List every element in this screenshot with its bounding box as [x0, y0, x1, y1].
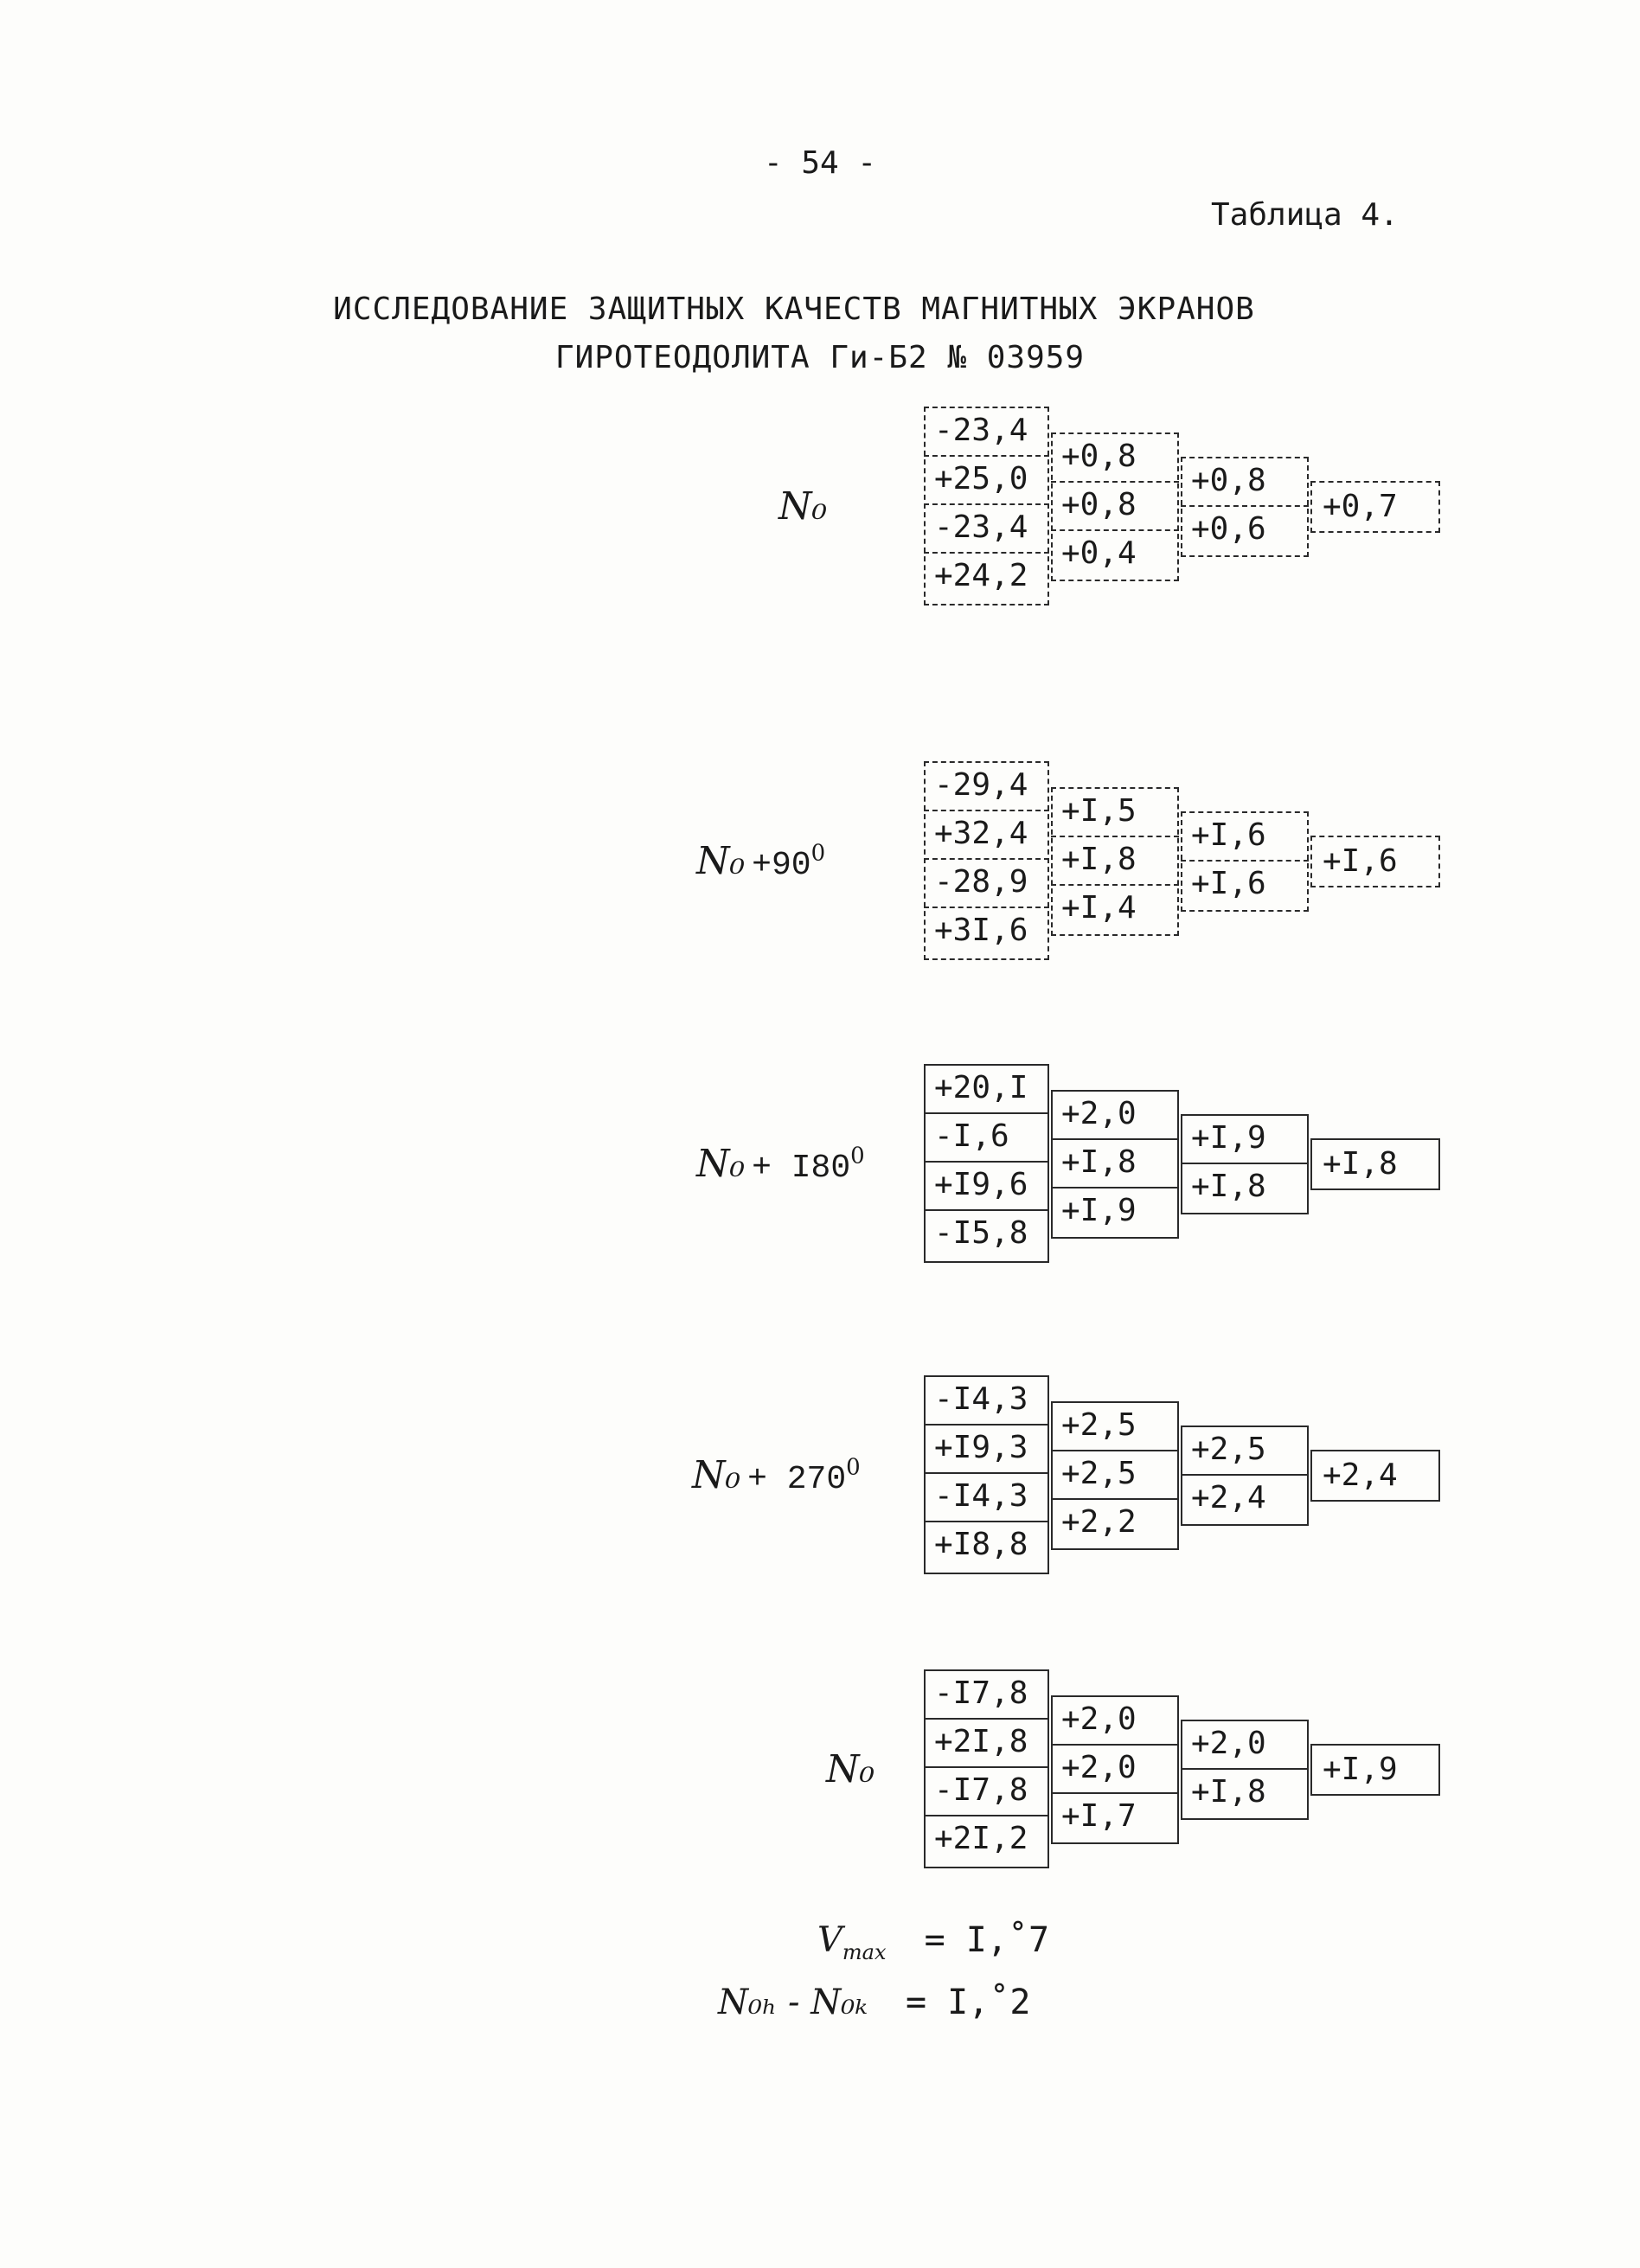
row-divider [1051, 1138, 1179, 1140]
degree-sign: 0 [810, 840, 826, 867]
difference-cell: +2,5 [1061, 1407, 1137, 1443]
reading-cell: -29,4 [934, 767, 1028, 803]
difference-cell: +I,5 [1061, 793, 1137, 829]
degree-sign: 0 [850, 1143, 865, 1169]
final-cell: +0,7 [1323, 489, 1398, 524]
reading-cell: +I9,3 [934, 1430, 1028, 1465]
difference-cell: +2,2 [1061, 1504, 1137, 1540]
block-label-angle: + I80 [752, 1150, 851, 1187]
row-divider [924, 1718, 1049, 1720]
block-label-symbol: N₀ [692, 1453, 741, 1497]
block-label-angle: +90 [752, 847, 811, 884]
reading-cell: -I4,3 [934, 1381, 1028, 1417]
difference-cell: +I,7 [1061, 1798, 1137, 1834]
difference-cell: +2,0 [1061, 1096, 1137, 1131]
difference-cell: +2,0 [1061, 1701, 1137, 1737]
row-divider [1051, 1450, 1179, 1451]
row-divider [924, 907, 1049, 908]
row-divider [1181, 860, 1309, 862]
row-divider [924, 810, 1049, 811]
mean-cell: +I,6 [1191, 866, 1266, 901]
reading-cell: -I5,8 [934, 1215, 1028, 1251]
table-label: Таблица 4. [1211, 197, 1399, 233]
difference-cell: +I,8 [1061, 1144, 1137, 1180]
reading-cell: -23,4 [934, 413, 1028, 448]
title-line-2: ГИРОТЕОДОЛИТА Ги-Б2 № 03959 [554, 340, 1086, 375]
formula-vmax-lhs: V [817, 1920, 842, 1960]
difference-cell: +0,8 [1061, 439, 1137, 474]
table-title [0, 285, 1640, 382]
row-divider [924, 858, 1049, 860]
difference-cell: +I,4 [1061, 890, 1137, 926]
block-label [778, 484, 827, 529]
difference-cell: +I,9 [1061, 1193, 1137, 1228]
final-cell: +I,8 [1323, 1146, 1398, 1182]
reading-cell: -I4,3 [934, 1478, 1028, 1514]
block-label-symbol: N₀ [696, 1142, 746, 1186]
row-divider [924, 1521, 1049, 1522]
reading-cell: +2I,8 [934, 1724, 1028, 1759]
reading-cell: +25,0 [934, 461, 1028, 497]
formula-difference [718, 1983, 1031, 2022]
row-divider [924, 552, 1049, 554]
block-label [826, 1747, 874, 1791]
mean-cell: +I,8 [1191, 1169, 1266, 1204]
reading-cell: +3I,6 [934, 913, 1028, 948]
row-divider [1181, 1768, 1309, 1770]
row-divider [1051, 836, 1179, 837]
difference-cell: +0,4 [1061, 535, 1137, 571]
reading-cell: +I9,6 [934, 1167, 1028, 1202]
reading-cell: +24,2 [934, 558, 1028, 593]
block-label [696, 1142, 865, 1187]
formula-vmax-rhs: = I,˚7 [924, 1920, 1050, 1960]
row-divider [1051, 1187, 1179, 1188]
reading-cell: -28,9 [934, 864, 1028, 900]
mean-cell: +2,4 [1191, 1480, 1266, 1515]
row-divider [924, 503, 1049, 505]
reading-cell: +I8,8 [934, 1527, 1028, 1562]
row-divider [924, 1209, 1049, 1211]
mean-cell: +I,6 [1191, 817, 1266, 853]
degree-sign: 0 [846, 1454, 861, 1481]
mean-cell: +2,5 [1191, 1432, 1266, 1467]
block-label-angle: + 270 [747, 1461, 847, 1498]
row-divider [1051, 884, 1179, 886]
row-divider [924, 1424, 1049, 1426]
row-divider [924, 455, 1049, 457]
reading-cell: -I7,8 [934, 1772, 1028, 1808]
mean-cell: +0,8 [1191, 463, 1266, 498]
row-divider [1051, 1744, 1179, 1746]
reading-cell: +20,I [934, 1070, 1028, 1105]
reading-cell: -23,4 [934, 509, 1028, 545]
block-label-symbol: N₀ [826, 1747, 875, 1791]
formula-difference-rhs: = I,˚2 [906, 1983, 1031, 2022]
mean-cell: +2,0 [1191, 1726, 1266, 1761]
difference-cell: +2,0 [1061, 1750, 1137, 1785]
difference-cell: +I,8 [1061, 842, 1137, 877]
row-divider [924, 1472, 1049, 1474]
formula-difference-lhs: N₀ₕ - N₀ₖ [718, 1983, 868, 2022]
reading-cell: -I7,8 [934, 1675, 1028, 1711]
row-divider [924, 1112, 1049, 1114]
row-divider [924, 1161, 1049, 1163]
row-divider [924, 1815, 1049, 1816]
mean-cell: +I,8 [1191, 1774, 1266, 1810]
difference-cell: +2,5 [1061, 1456, 1137, 1491]
formula-vmax-sub: max [842, 1940, 887, 1964]
row-divider [1051, 1498, 1179, 1500]
block-label-symbol: N₀ [696, 839, 746, 883]
mean-cell: +I,9 [1191, 1120, 1266, 1156]
block-label [696, 839, 825, 884]
reading-cell: -I,6 [934, 1118, 1009, 1154]
row-divider [1051, 481, 1179, 483]
final-cell: +I,9 [1323, 1752, 1398, 1787]
reading-cell: +2I,2 [934, 1821, 1028, 1856]
block-label [692, 1453, 861, 1498]
title-line-1: ИССЛЕДОВАНИЕ ЗАЩИТНЫХ КАЧЕСТВ МАГНИТНЫХ ЭКРАНОВ [333, 292, 1255, 327]
mean-cell: +0,6 [1191, 511, 1266, 547]
row-divider [1181, 1474, 1309, 1476]
row-divider [1181, 505, 1309, 507]
row-divider [1051, 1792, 1179, 1794]
row-divider [1181, 1163, 1309, 1164]
block-label-symbol: N₀ [778, 484, 828, 529]
row-divider [1051, 529, 1179, 531]
page-number: - 54 - [763, 145, 877, 181]
final-cell: +2,4 [1323, 1458, 1398, 1493]
formula-vmax [817, 1920, 1049, 1964]
row-divider [924, 1766, 1049, 1768]
reading-cell: +32,4 [934, 816, 1028, 851]
final-cell: +I,6 [1323, 843, 1398, 879]
difference-cell: +0,8 [1061, 487, 1137, 522]
